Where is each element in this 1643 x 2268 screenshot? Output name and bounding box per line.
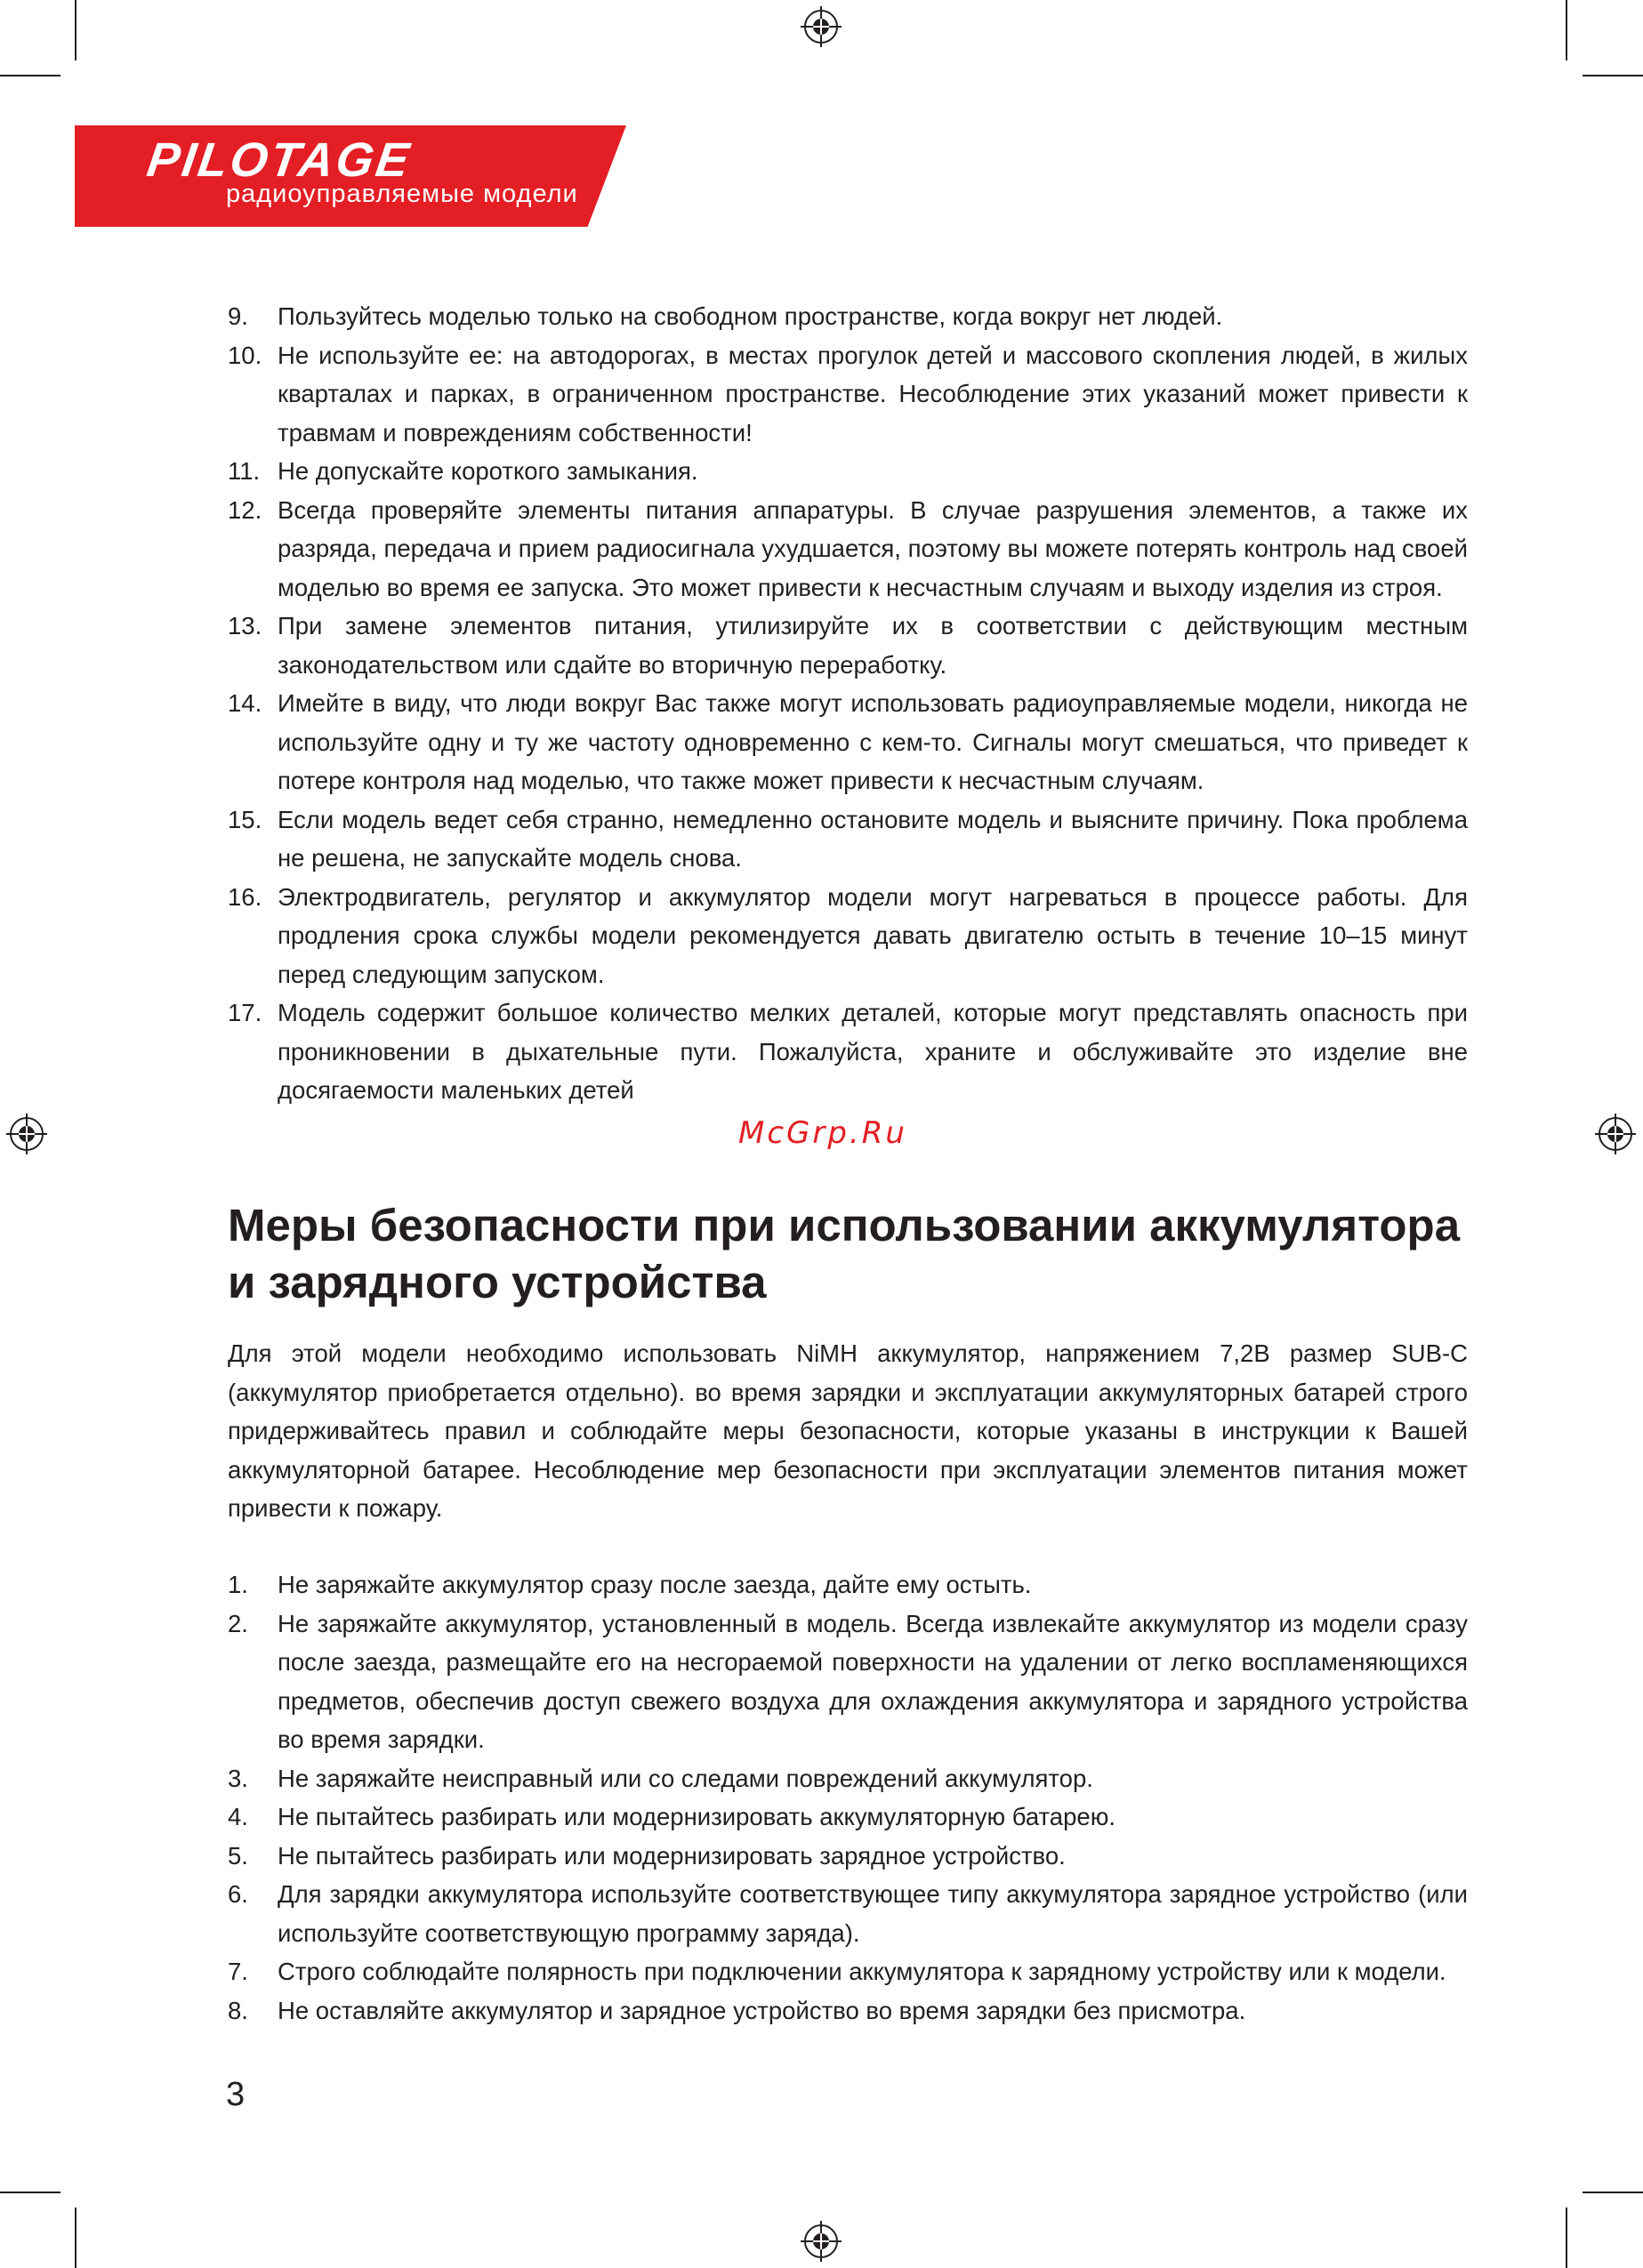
list-item [228, 993, 1468, 1110]
item-number: 2. [228, 1609, 248, 1637]
item-text: Не заряжайте неисправный или со следами повреждений аккумулятор. [278, 1764, 1093, 1792]
list-item [228, 1837, 1468, 1876]
list-item [228, 1952, 1468, 1991]
list-item [228, 1875, 1468, 1952]
section-intro: Для этой модели необходимо использовать NiMH аккумулятор, напряжением 7,2В размер SUB-C (аккумулятор приобретается отдельно). во время зарядки и эксплуатации аккумуляторных батарей строго придерживайтесь правил и соблюдайте меры безопасности, которые указаны в инструкции к Вашей аккумуляторной батарее. Несоблюдение мер безопасности при эксплуатации элементов питания может привести к пожару. [228, 1339, 1468, 1522]
item-number: 6. [228, 1880, 248, 1908]
list-item [228, 1991, 1468, 2031]
crop-mark [75, 2208, 77, 2268]
item-text: Не используйте ее: на автодорогах, в местах прогулок детей и массового скопления людей, в жилых кварталах и парках, в ограниченном пространстве. Несоблюдение этих указаний может привести к травмам и повреждениям собственности! [278, 341, 1468, 446]
item-number: 14. [228, 689, 262, 717]
list-item [228, 607, 1468, 684]
item-number: 11. [228, 457, 261, 485]
item-text: Не допускайте короткого замыкания. [278, 457, 698, 485]
brand-tagline: радиоуправляемые модели [226, 180, 578, 208]
item-number: 7. [228, 1958, 248, 1985]
watermark: McGrp.Ru [738, 1115, 907, 1151]
item-text: Пользуйтесь моделью только на свободном пространстве, когда вокруг нет людей. [278, 302, 1223, 330]
item-number: 15. [228, 805, 262, 833]
registration-mark-icon [801, 2221, 842, 2262]
item-text: Модель содержит большое количество мелких деталей, которые могут представлять опасность при проникновении в дыхательные пути. Пожалуйста, храните и обслуживайте это изделие вне досягаемости маленьких детей [278, 999, 1468, 1104]
crop-mark [0, 2192, 60, 2193]
item-number: 1. [228, 1571, 248, 1598]
list-item [228, 800, 1468, 878]
page-number: 3 [226, 2076, 246, 2113]
item-number: 9. [228, 302, 248, 330]
item-text: Не оставляйте аккумулятор и зарядное устройство во время зарядки без присмотра. [278, 1996, 1246, 2024]
item-number: 12. [228, 495, 262, 524]
item-text: Не заряжайте аккумулятор, установленный в модель. Всегда извлекайте аккумулятор из модели сразу после заезда, размещайте его на несгораемой поверхности на удалении от легко воспламеняющихся предметов, обеспечив доступ свежего воздуха для охлаждения аккумулятора и зарядного устройства во время зарядки. [278, 1609, 1468, 1753]
item-number: 5. [228, 1841, 248, 1870]
crop-mark [1566, 0, 1567, 60]
item-number: 8. [228, 1996, 248, 2024]
crop-mark [1583, 2192, 1643, 2193]
item-text: Для зарядки аккумулятора используйте соответствующее типу аккумулятора зарядное устройство (или используйте соответствующую программу заряда). [278, 1880, 1468, 1947]
section-heading: Меры безопасности при использовании аккумулятора и зарядного устройства [228, 1200, 1461, 1307]
crop-mark [1583, 75, 1643, 76]
item-number: 4. [228, 1803, 248, 1830]
item-text: Не пытайтесь разбирать или модернизировать зарядное устройство. [278, 1841, 1066, 1870]
item-text: Не заряжайте аккумулятор сразу после заезда, дайте ему остыть. [278, 1571, 1032, 1598]
list-item [228, 1565, 1468, 1604]
list-item [228, 297, 1468, 336]
item-text: Всегда проверяйте элементы питания аппаратуры. В случае разрушения элементов, а также их разряда, передача и прием радиосигнала ухудшается, поэтому вы можете потерять контроль над своей моделью во время ее запуска. Это может привести к несчастным случаям и выходу изделия из строя. [278, 495, 1468, 601]
list-item [228, 452, 1468, 491]
item-text: Электродвигатель, регулятор и аккумулятор модели могут нагреваться в процессе работы. Для продления срока службы модели рекомендуется давать двигателю остыть в течение 10–15 минут перед следующим запуском. [278, 882, 1468, 988]
registration-mark-icon [801, 6, 842, 47]
item-number: 10. [228, 341, 262, 369]
item-text: Строго соблюдайте полярность при подключении аккумулятора к зарядному устройству или к модели. [278, 1958, 1446, 1985]
list-item [228, 1604, 1468, 1759]
list-item [228, 491, 1468, 607]
item-number: 13. [228, 612, 262, 639]
item-number: 16. [228, 882, 262, 911]
list-item [228, 1759, 1468, 1798]
crop-mark [1566, 2208, 1567, 2268]
safety-rules-list [228, 297, 1468, 1110]
item-number: 3. [228, 1764, 248, 1792]
item-text: Если модель ведет себя странно, немедленно остановите модель и выясните причину. Пока проблема не решена, не запускайте модель снова. [278, 805, 1468, 872]
list-item [228, 1798, 1468, 1837]
item-text: Имейте в виду, что люди вокруг Вас также могут использовать радиоуправляемые модели, никогда не используйте одну и ту же частоту одновременно с кем-то. Сигналы могут смешаться, что приведет к потере контроля над моделью, что также может привести к несчастным случаям. [278, 689, 1468, 794]
list-item [228, 878, 1468, 994]
item-text: При замене элементов питания, утилизируйте их в соответствии с действующим местным законодательством или сдайте во вторичную переработку. [278, 612, 1468, 679]
item-text: Не пытайтесь разбирать или модернизировать аккумуляторную батарею. [278, 1803, 1115, 1830]
crop-mark [0, 75, 60, 76]
brand-logo: PILOTAGE [143, 133, 415, 187]
item-number: 17. [228, 999, 262, 1026]
list-item [228, 336, 1468, 453]
list-item [228, 684, 1468, 800]
battery-rules-list [228, 1565, 1468, 2030]
registration-mark-icon [6, 1114, 47, 1154]
crop-mark [75, 0, 77, 60]
registration-mark-icon [1595, 1114, 1636, 1154]
